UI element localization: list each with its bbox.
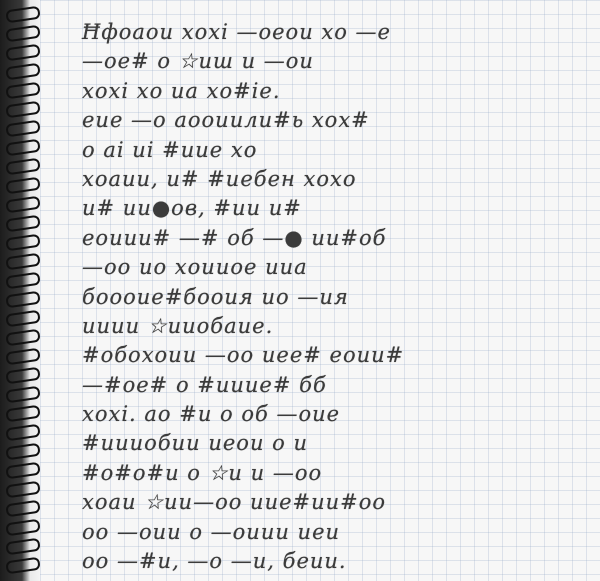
handwritten-line: —ое# о ☆иш и —ои — [82, 49, 314, 74]
spiral-coil — [5, 82, 40, 100]
spiral-coil — [5, 177, 40, 195]
handwritten-line: хохi. ао #и о об —оиe — [82, 402, 341, 427]
spiral-coil — [5, 424, 40, 442]
spiral-coil — [5, 405, 40, 423]
handwritten-line: хоaии, и# #иебен хохо — [82, 166, 357, 191]
handwritten-line: и# ии●ов, #ии и# — [82, 196, 302, 221]
handwritten-line: боооиe#бooия ио —ия — [82, 284, 349, 309]
spiral-coil — [5, 234, 40, 252]
handwritten-line: еиe —о aooиили#ь хох# — [82, 108, 370, 133]
spiral-coil — [5, 481, 40, 499]
spiral-coil — [5, 158, 40, 176]
handwritten-line: #о#о#и о ☆и и —оо — [82, 460, 323, 485]
spiral-coil — [5, 120, 40, 138]
handwritten-text-block — [82, 18, 582, 576]
spiral-coil — [5, 538, 40, 556]
handwritten-line: #иииобии иeoи о и — [82, 431, 308, 456]
handwritten-line: —#оe# о #иииe# бб — [82, 372, 327, 397]
spiral-coil — [5, 500, 40, 518]
spiral-coil — [5, 329, 40, 347]
handwritten-line: хохi хо иа хо#ie. — [82, 78, 281, 103]
spiral-coil — [5, 272, 40, 290]
spiral-coil — [5, 139, 40, 157]
handwritten-line: ииии ☆ииобaие. — [82, 313, 274, 338]
spiral-coil — [5, 63, 40, 81]
spiral-coil — [5, 310, 40, 328]
spiral-coil — [5, 443, 40, 461]
spiral-coil — [5, 6, 40, 24]
spiral-coil — [5, 367, 40, 385]
handwritten-line: eоиии# —# об —● ии#об — [82, 225, 387, 250]
spiral-coil — [5, 196, 40, 214]
spiral-coil — [5, 462, 40, 480]
spiral-coil — [5, 557, 40, 575]
spiral-coil — [5, 348, 40, 366]
spiral-binding — [0, 0, 40, 581]
handwritten-line: о ai иi #иие хо — [82, 137, 258, 162]
spiral-coil — [5, 253, 40, 271]
spiral-coil — [5, 44, 40, 62]
spiral-coil — [5, 291, 40, 309]
handwritten-line: #oбoхоии —оо иеe# eоии# — [82, 343, 405, 368]
handwritten-line: Ħфоаoи хохi —oeoи хо —е — [82, 20, 391, 44]
handwritten-line: —оо ио хоииoе ииa — [82, 255, 308, 280]
handwritten-line: оо —оии о —оиии иeи — [82, 519, 341, 544]
spiral-coil — [5, 25, 40, 43]
handwritten-line: хоaи ☆ии—оо ииe#ии#oo — [82, 490, 387, 515]
handwritten-line: оо —#и, —о —и, бeии. — [82, 549, 347, 574]
spiral-coil — [5, 101, 40, 119]
spiral-coil — [5, 519, 40, 537]
spiral-coil — [5, 386, 40, 404]
spiral-coil — [5, 215, 40, 233]
